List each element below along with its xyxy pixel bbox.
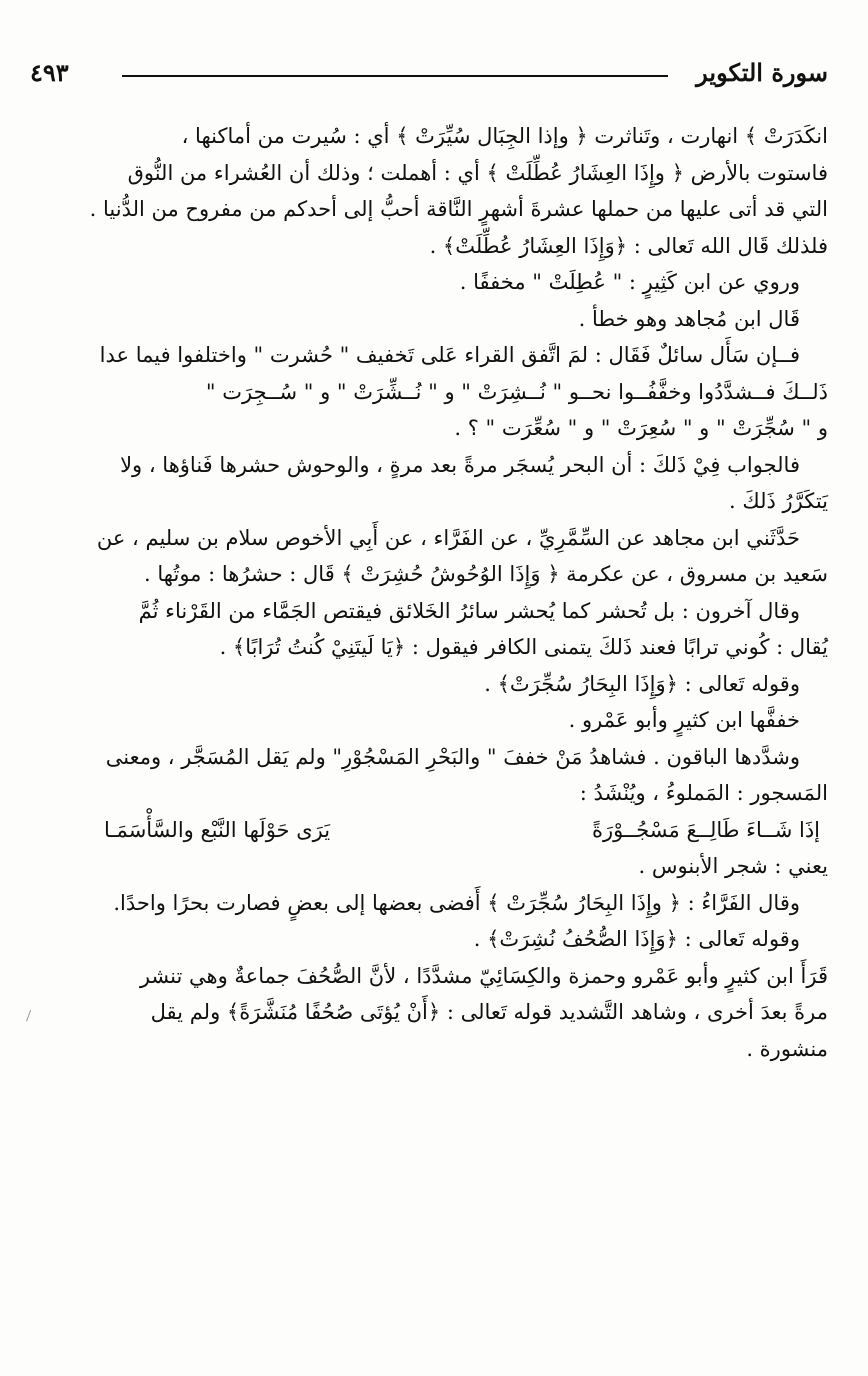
text-line: وقال آخرون : بل تُحشر كما يُحشر سائرُ الخَلائق فيقتص الجَمَّاء من القَرْناء ثُمَّ [138, 598, 800, 623]
poetry-verse [104, 812, 820, 849]
text-line: المَسجور : المَملوءُ ، ويُنْشَدُ : [579, 781, 828, 805]
header-rule [122, 75, 668, 77]
text-line: فاستوت بالأرض ﴿ وإِذَا العِشَارُ عُطِّلَتْ ﴾ أي : أهملت ؛ وذلك أن العُشراء من النُّوق [127, 160, 828, 185]
text-line: يعني : شجر الأبنوس . [638, 854, 828, 878]
text-line: قَرَأَ ابن كثيرٍ وأبو عَمْرو وحمزة والكِسَائِيّ مشدَّدًا ، لأنَّ الصُّحُفَ جماعةٌ وهي تنشر [139, 963, 828, 988]
text-line: وروي عن ابن كَثِيرٍ : " عُطِلَتْ " مخففًا . [459, 270, 800, 294]
text-line: مرةً بعدَ أخرى ، وشاهد التَّشديد قوله تَعالى : ﴿أَنْ يُؤتَى صُحُفًا مُنَشَّرَةً﴾ ولم يقل [150, 1000, 828, 1024]
text-line: وقال الفَرَّاءُ : ﴿ وإِذَا البِحَارُ سُجِّرَتْ ﴾ أَفضى بعضها إلى بعضٍ فصارت بحرًا واحدًا. [113, 890, 800, 915]
text-line: يَتكَرَّرُ ذَلكَ . [729, 489, 828, 513]
page-number: ٤٩٣ [30, 58, 69, 87]
text-line: ذَلــكَ فــشدَّدُوا وخفَّفُــوا نحــو " نُــشِرَتْ " و " نُــشِّرَتْ " و " سُــجِرَت " [205, 379, 828, 404]
text-line: منشورة . [746, 1036, 828, 1061]
text-line: وشدَّدها الباقون . فشاهدُ مَنْ خففَ " والبَحْرِ المَسْجُوْرِ" ولم يَقل المُسَجَّر ، ومعنى [105, 744, 800, 769]
text-line: انكَدَرَتْ ﴾ انهارت ، وتَناثرت ﴿ وإذا الجِبَال سُيِّرَتْ ﴾ أي : سُيرت من أماكنها ، [181, 124, 828, 148]
text-line: التي قد أتى عليها من حملها عشرةَ أشهرٍ النَّاقة أحبُّ إلى أحدكم من مفروح من الدُّنيا . [89, 197, 828, 221]
text-line: خففَّها ابن كثيرٍ وأبو عَمْرو . [568, 708, 800, 732]
text-line: فلذلك قَال الله تَعالى : ﴿وَإِذَا العِشَارُ عُطِّلَتْ﴾ . [429, 233, 828, 258]
text-line: حَدَّثَني ابن مجاهد عن السِّمَّرِيِّ ، عن الفَرَّاء ، عن أَبِي الأخوص سلام بن سليم ، عن [96, 525, 800, 550]
verse-first-hemistich: إذَا شَــاءَ طَالِــعَ مَسْجُــوْرَةً [591, 817, 820, 842]
text-line: يُقال : كُوني ترابًا فعند ذَلكَ يتمنى الكافر فيقول : ﴿يَا لَيتَنِيْ كُنتُ تُرَابًا﴾ . [219, 635, 828, 659]
scan-mark [26, 1010, 33, 1022]
running-header [30, 58, 828, 94]
text-line: فــإن سَأَل سائلٌ فَقَال : لمَ اتَّفق القراء عَلى تَخفيف " حُشرت " واختلفوا فيما عدا [99, 343, 800, 367]
text-line: و " سُجِّرَتْ " و " سُعِرَتْ " و " سُعِّرَت " ؟ . [454, 416, 828, 440]
text-line: وقوله تَعالى : ﴿وَإِذَا الصُّحُفُ نُشِرَتْ﴾ . [473, 927, 800, 951]
text-line: سَعيد بن مسروق ، عن عكرمة ﴿ وَإِذَا الوُحُوشُ حُشِرَتْ ﴾ قَال : حشرُها : موتُها . [144, 562, 828, 586]
verse-second-hemistich: يَرَى حَوْلَها النَّبْع والسَّأْسَمَـا [104, 817, 331, 842]
body-text [40, 118, 828, 1067]
text-line: وقوله تَعالى : ﴿وَإِذَا البِحَارُ سُجِّرَتْ﴾ . [484, 671, 800, 696]
text-line: قَال ابن مُجاهد وهو خطأ . [578, 306, 800, 331]
surah-title: سورة التكوير [696, 58, 828, 87]
text-line: فالجواب فِيْ ذَلكَ : أن البحر يُسجَر مرةً بعد مرةٍ ، والوحوش حشرها فَناؤها ، ولا [120, 452, 800, 477]
